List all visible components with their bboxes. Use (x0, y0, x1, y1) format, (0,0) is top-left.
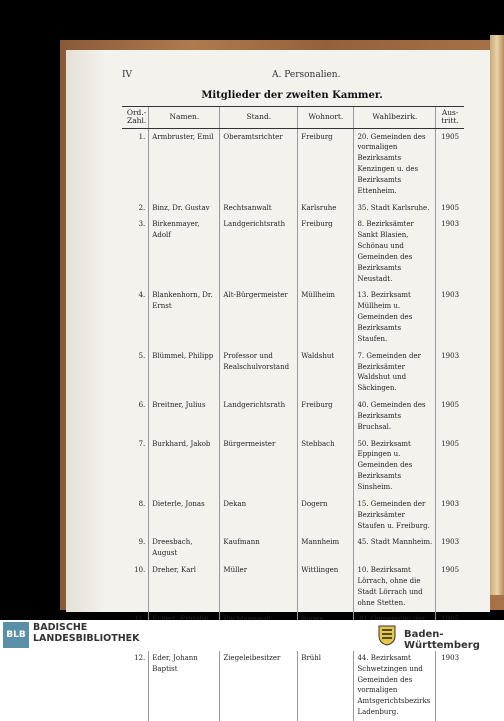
table-row (122, 397, 464, 436)
table-title: Mitglieder der zweiten Kammer. (201, 90, 383, 101)
cell-bezirk: 44. Bezirksamt Schwetzingen und Gemeinden des vormaligen Amtsgerichtsbezirks Ladenburg. (354, 650, 436, 721)
cell-name: Armbruster, Emil (149, 128, 220, 200)
cell-austritt: 1903 (436, 287, 464, 347)
cell-austritt: 1903 (436, 348, 464, 397)
cell-no: 9. (138, 538, 146, 547)
col-header-austritt: Aus-tritt. (436, 107, 464, 129)
cell-no: 10. (134, 566, 146, 575)
cell-bezirk: 8. Bezirksämter Sankt Blasien, Schönau und Gemeinden des Bezirksamts Neustadt. (354, 216, 436, 287)
cell-name: Burkhard, Jakob (149, 436, 220, 496)
cell-name: Birkenmayer, Adolf (149, 216, 220, 287)
cell-stand: Ziegeleibesitzer (220, 650, 298, 721)
table-row (122, 216, 464, 287)
cell-bezirk: 50. Bezirksamt Eppingen u. Gemeinden des Bezirksamts Sinsheim. (354, 436, 436, 496)
cell-no: 4. (138, 291, 146, 300)
blb-name-line1: BADISCHE (33, 622, 88, 633)
col-header-namen: Namen. (149, 107, 220, 129)
col-header-wahlbezirk: Wahlbezirk. (354, 107, 436, 129)
cell-stand: Landgerichtsrath (220, 216, 298, 287)
cell-stand: Dekan (220, 496, 298, 535)
cell-ort: Freiburg (298, 397, 354, 436)
cell-no: 8. (138, 499, 146, 508)
cell-name: Dieterle, Jonas (149, 496, 220, 535)
cell-stand: Oberamtsrichter (220, 128, 298, 200)
table-row (122, 348, 464, 397)
cell-no: 1. (138, 132, 146, 141)
col-header-ordzahl: Ord.-Zahl. (122, 107, 149, 129)
cell-ort: Müllheim (298, 287, 354, 347)
cell-austritt: 1905 (436, 562, 464, 611)
cell-austritt: 1905 (436, 200, 464, 217)
cell-bezirk: 7. Gemeinden der Bezirksämter Waldshut und Säckingen. (354, 348, 436, 397)
cell-stand: Alt-Bürgermeister (220, 287, 298, 347)
table-row (122, 534, 464, 562)
cell-bezirk: 40. Gemeinden des Bezirksamts Bruchsal. (354, 397, 436, 436)
book-edge (490, 35, 504, 595)
cell-austritt: 1903 (436, 534, 464, 562)
section-title: A. Personalien. (272, 70, 341, 80)
cell-bezirk: 35. Stadt Karlsruhe. (354, 200, 436, 217)
cell-austritt: 1905 (436, 128, 464, 200)
cell-stand: Bürgermeister (220, 436, 298, 496)
cell-no: 2. (138, 203, 146, 212)
cell-ort: Brühl (298, 650, 354, 721)
table-header-row (122, 107, 464, 129)
cell-name: Blankenhorn, Dr. Ernst (149, 287, 220, 347)
cell-ort: Dogern (298, 496, 354, 535)
table-row (122, 650, 464, 721)
cell-bezirk: 20. Gemeinden des vormaligen Bezirksamts Kenzingen u. des Bezirksamts Ettenheim. (354, 128, 436, 200)
col-header-wohnort: Wohnort. (298, 107, 354, 129)
cell-name: Breitner, Julius (149, 397, 220, 436)
cell-no: 5. (138, 351, 146, 360)
cell-no: 6. (138, 401, 146, 410)
cell-bezirk: 45. Stadt Mannheim. (354, 534, 436, 562)
bw-label: Baden-Württemberg (404, 629, 480, 651)
cell-austritt: 1903 (436, 216, 464, 287)
cell-bezirk: 15. Gemeinden der Bezirksämter Staufen u. Freiburg. (354, 496, 436, 535)
cell-stand: Kaufmann (220, 534, 298, 562)
cell-austritt: 1905 (436, 397, 464, 436)
table-row (122, 287, 464, 347)
cell-name: Dreesbach, August (149, 534, 220, 562)
bw-crest-icon (376, 624, 398, 646)
cell-no: 12. (134, 653, 146, 662)
table-row (122, 436, 464, 496)
cell-austritt: 1905 (436, 436, 464, 496)
col-header-stand: Stand. (220, 107, 298, 129)
cell-ort: Waldshut (298, 348, 354, 397)
table-row (122, 496, 464, 535)
cell-no: 7. (138, 439, 146, 448)
cell-name: Blümmel, Philipp (149, 348, 220, 397)
cell-stand: Müller (220, 562, 298, 611)
blb-logo-icon: BLB (3, 622, 29, 648)
cell-bezirk: 10. Bezirksamt Lörrach, ohne die Stadt Lörrach und ohne Stetten. (354, 562, 436, 611)
cell-ort: Mannheim (298, 534, 354, 562)
cell-ort: Stebbach (298, 436, 354, 496)
cell-ort: Freiburg (298, 128, 354, 200)
table-row (122, 128, 464, 200)
cell-stand: Professor und Realschulvorstand (220, 348, 298, 397)
cell-name: Binz, Dr. Gustav (149, 200, 220, 217)
cell-austritt: 1903 (436, 496, 464, 535)
cell-ort: Karlsruhe (298, 200, 354, 217)
cell-stand: Rechtsanwalt (220, 200, 298, 217)
page-gutter (66, 50, 106, 612)
cell-bezirk: 13. Bezirksamt Müllheim u. Gemeinden des Bezirksamts Staufen. (354, 287, 436, 347)
page-number: IV (122, 70, 133, 80)
cell-ort: Freiburg (298, 216, 354, 287)
cell-name: Eder, Johann Baptist (149, 650, 220, 721)
blb-name (33, 623, 140, 645)
blb-name-line2: LANDESBIBLIOTHEK (33, 632, 140, 644)
cell-stand: Landgerichtsrath (220, 397, 298, 436)
table-row (122, 200, 464, 217)
cell-austritt: 1903 (436, 650, 464, 721)
cell-ort: Wittlingen (298, 562, 354, 611)
table-row (122, 562, 464, 611)
cell-name: Dreher, Karl (149, 562, 220, 611)
cell-no: 3. (138, 220, 146, 229)
